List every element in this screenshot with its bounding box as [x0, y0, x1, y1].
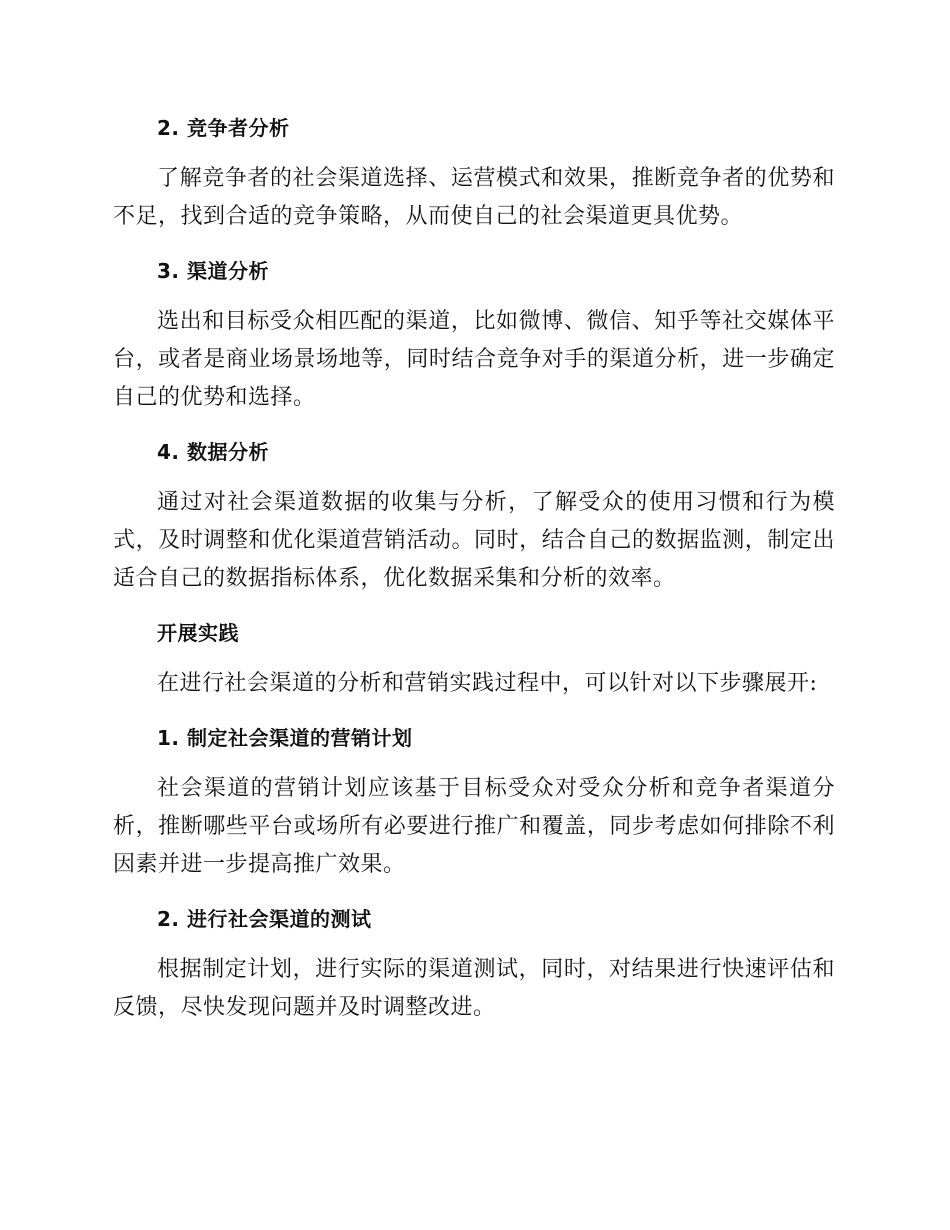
- paragraph-data-analysis: 通过对社会渠道数据的收集与分析，了解受众的使用习惯和行为模式，及时调整和优化渠道营销活动。同时，结合自己的数据监测，制定出适合自己的数据指标体系，优化数据采集和分析的效率。: [113, 490, 835, 591]
- section-heading-channel-analysis: 3. 渠道分析: [157, 259, 269, 283]
- paragraph-competitor-analysis: 了解竞争者的社会渠道选择、运营模式和效果，推断竞争者的优势和不足，找到合适的竞争策略，从而使自己的社会渠道更具优势。: [113, 166, 835, 229]
- paragraph-channel-testing: 根据制定计划，进行实际的渠道测试，同时，对结果进行快速评估和反馈，尽快发现问题并及时调整改进。: [113, 957, 835, 1020]
- section-heading-marketing-plan: 1. 制定社会渠道的营销计划: [157, 726, 413, 750]
- paragraph-channel-analysis: 选出和目标受众相匹配的渠道，比如微博、微信、知乎等社交媒体平台，或者是商业场景场地等，同时结合竞争对手的渠道分析，进一步确定自己的优势和选择。: [113, 309, 835, 410]
- document-page: [113, 108, 835, 1042]
- section-heading-competitor-analysis: 2. 竞争者分析: [157, 116, 290, 140]
- section-heading-practice: 开展实践: [157, 621, 239, 645]
- paragraph-practice-intro: 在进行社会渠道的分析和营销实践过程中，可以针对以下步骤展开:: [157, 671, 818, 696]
- paragraph-marketing-plan: 社会渠道的营销计划应该基于目标受众对受众分析和竞争者渠道分析，推断哪些平台或场所有必要进行推广和覆盖，同步考虑如何排除不利因素并进一步提高推广效果。: [113, 776, 835, 877]
- section-heading-channel-testing: 2. 进行社会渠道的测试: [157, 907, 372, 931]
- section-heading-data-analysis: 4. 数据分析: [157, 440, 269, 464]
